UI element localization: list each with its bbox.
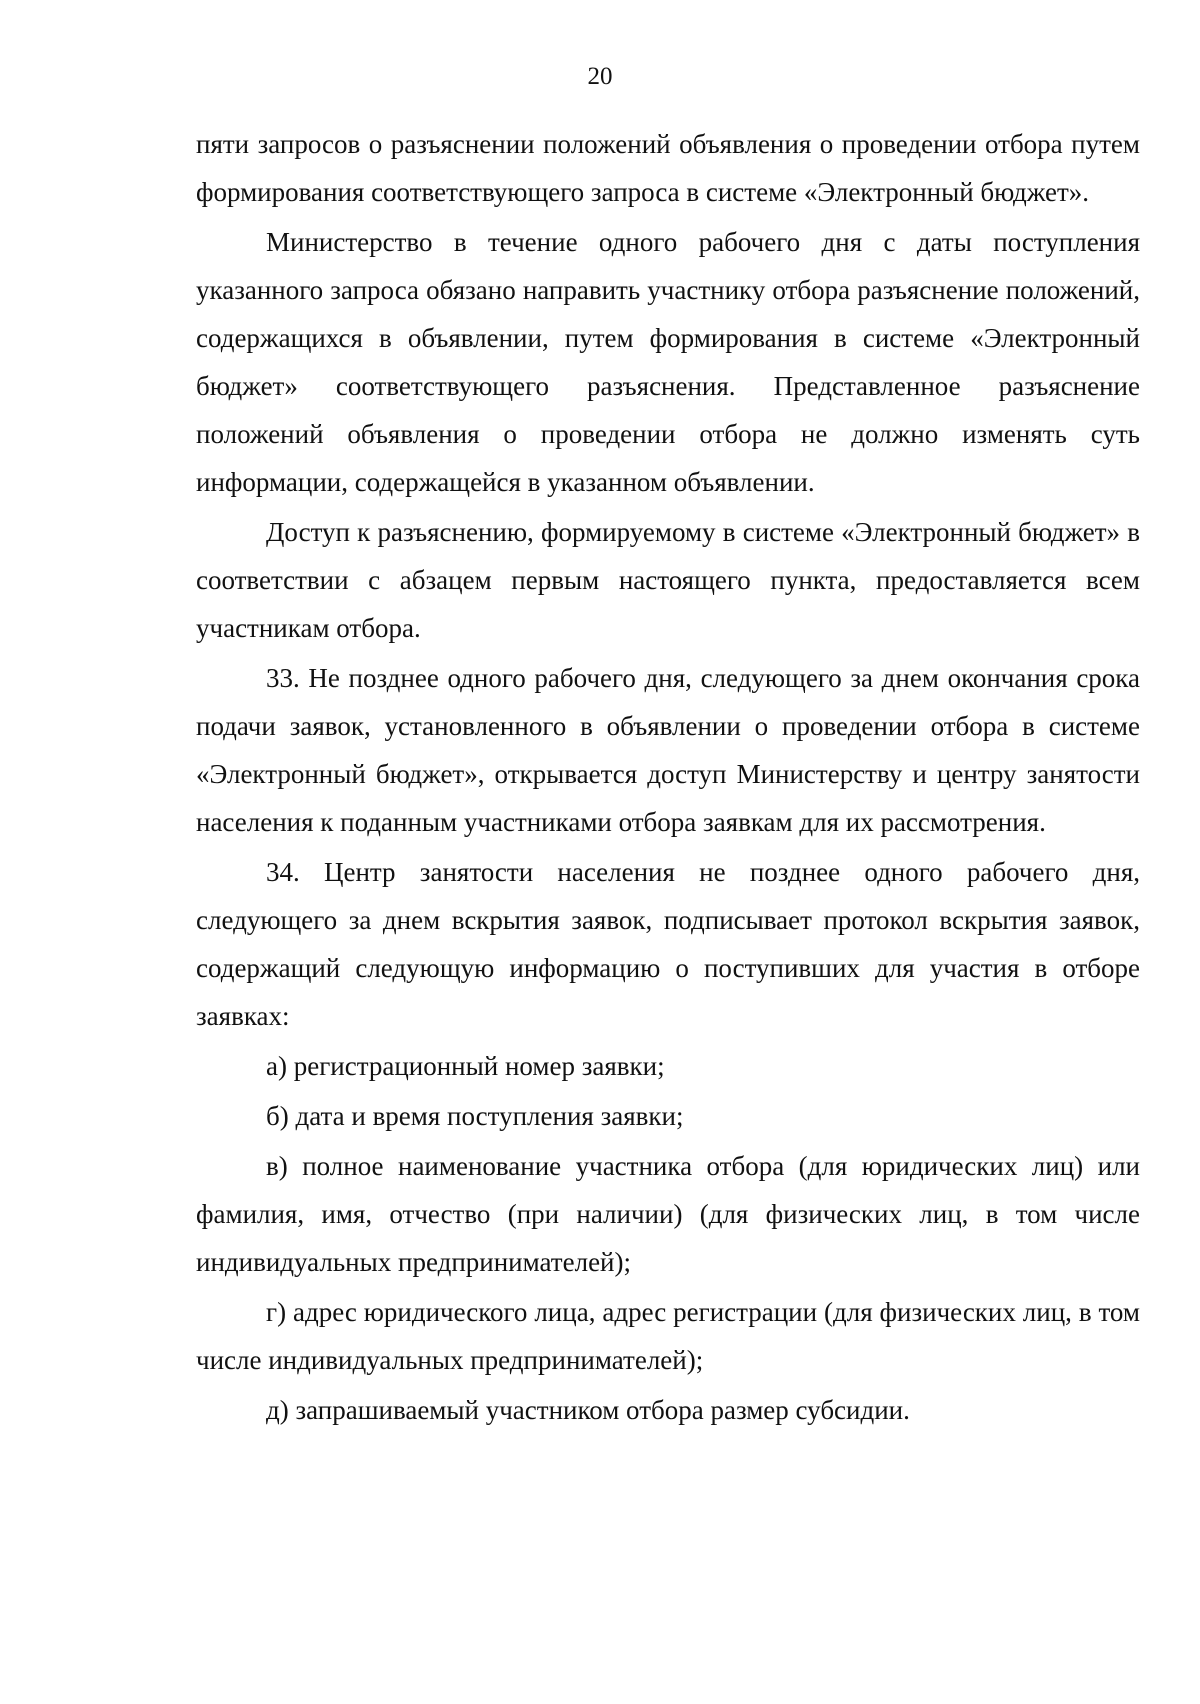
list-item-b: б) дата и время поступления заявки; (266, 1101, 684, 1131)
list-item-d: д) запрашиваемый участником отбора размер субсидии. (266, 1395, 910, 1425)
document-body (196, 120, 1140, 1434)
paragraph-ministry-clarification: Министерство в течение одного рабочего дня с даты поступления указанного запроса обязано направить участнику отбора разъяснение положений, содержащихся в объявлении, путем формирования в системе «Электронный бюджет» соответствующего разъяснения. Представленное разъяснение положений объявления о проведении отбора не должно изменять суть информации, содержащейся в указанном объявлении. (196, 227, 1140, 497)
list-item-v: в) полное наименование участника отбора (для юридических лиц) или фамилия, имя, отчество (при наличии) (для физических лиц, в том числе индивидуальных предпринимателей); (196, 1151, 1140, 1277)
list-item-a: а) регистрационный номер заявки; (266, 1051, 665, 1081)
page-number: 20 (587, 63, 613, 90)
paragraph-continuation: пяти запросов о разъяснении положений объявления о проведении отбора путем формирования соответствующего запроса в системе «Электронный бюджет». (196, 129, 1140, 207)
paragraph-item-34: 34. Центр занятости населения не позднее одного рабочего дня, следующего за днем вскрытия заявок, подписывает протокол вскрытия заявок, содержащий следующую информацию о поступивших для участия в отборе заявках: (196, 857, 1140, 1031)
paragraph-access-clarification: Доступ к разъяснению, формируемому в системе «Электронный бюджет» в соответствии с абзацем первым настоящего пункта, предоставляется всем участникам отбора. (196, 517, 1140, 643)
list-item-g: г) адрес юридического лица, адрес регистрации (для физических лиц, в том числе индивидуальных предпринимателей); (196, 1297, 1140, 1375)
paragraph-item-33: 33. Не позднее одного рабочего дня, следующего за днем окончания срока подачи заявок, установленного в объявлении о проведении отбора в системе «Электронный бюджет», открывается доступ Министерству и центру занятости населения к поданным участниками отбора заявкам для их рассмотрения. (196, 663, 1140, 837)
